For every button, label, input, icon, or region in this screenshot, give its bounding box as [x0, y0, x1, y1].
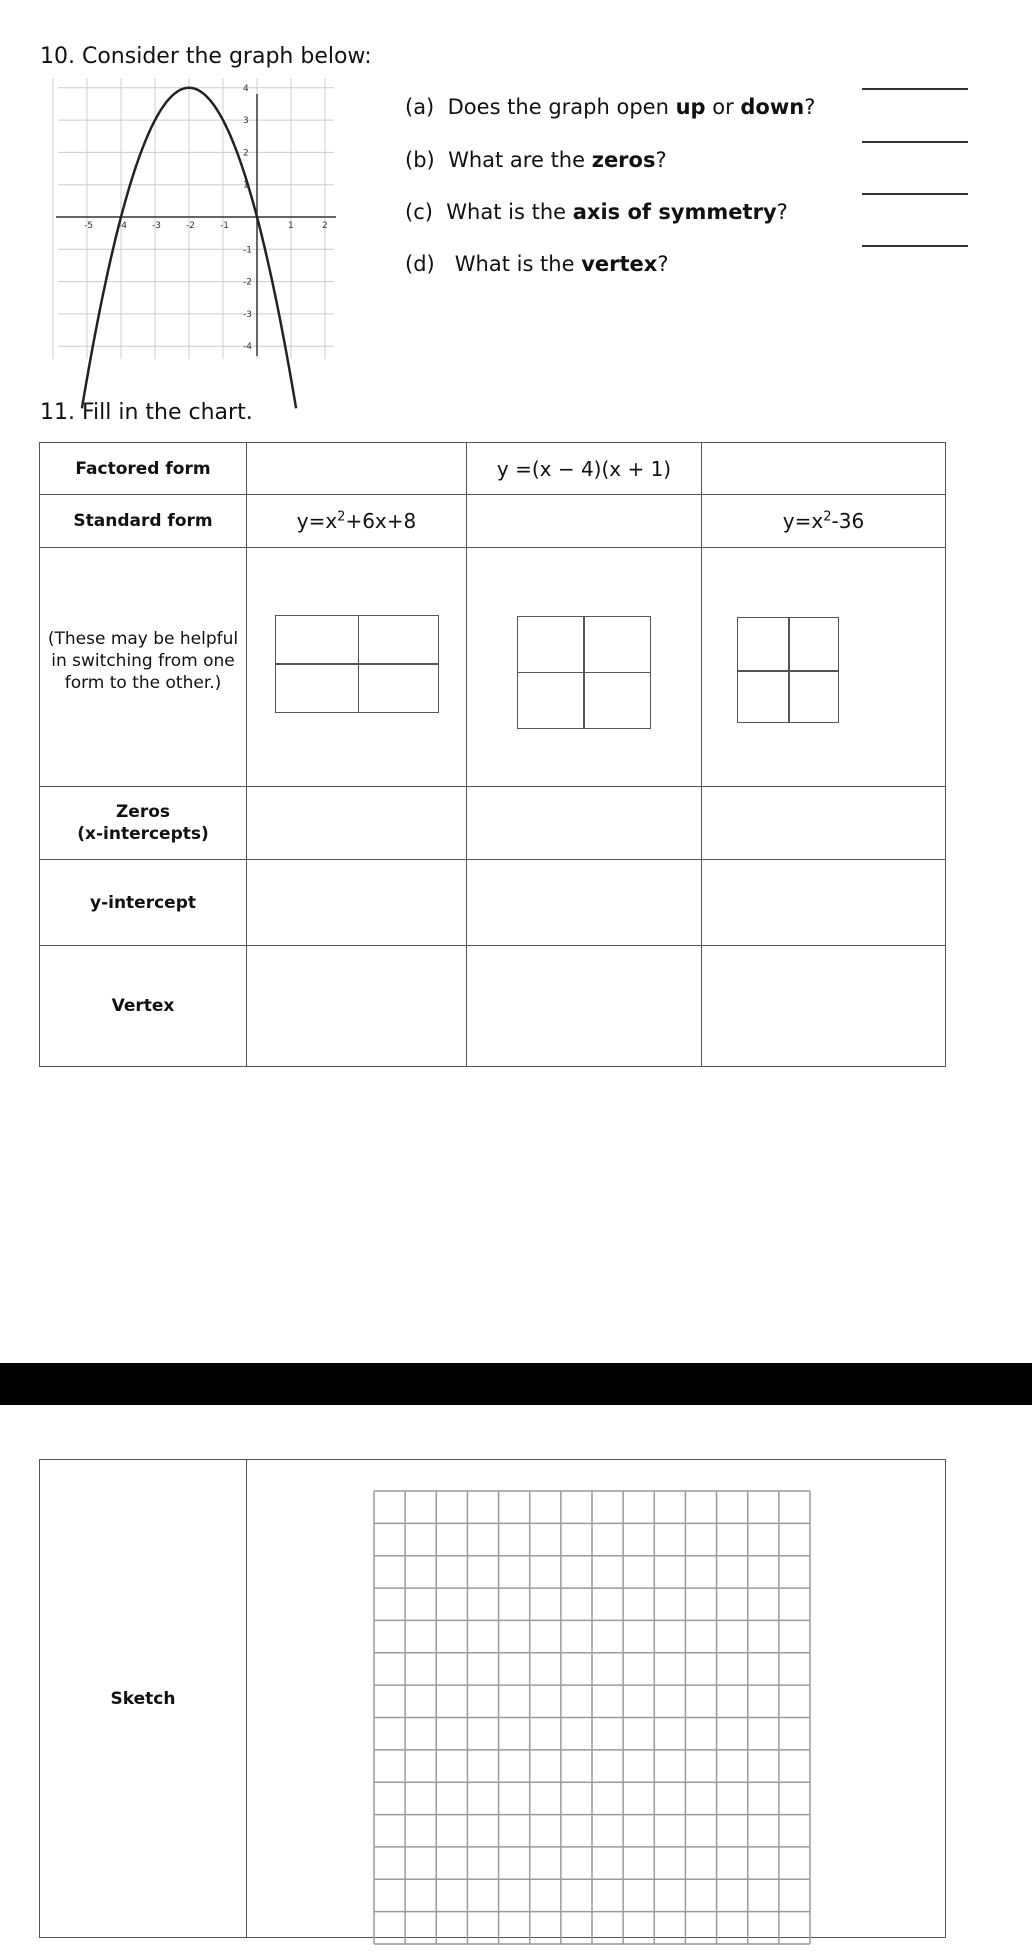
row-helper-boxes: [40, 548, 946, 787]
sketch-label: Sketch: [40, 1460, 247, 1938]
cell-standard-1: $y=x^2+6x+8$: [247, 495, 467, 548]
factored-form-label: Factored form: [40, 443, 247, 495]
area-model-box-3[interactable]: [737, 617, 839, 723]
y-tick-label: 1: [243, 180, 249, 191]
x-tick-label: 2: [322, 221, 328, 231]
y-tick-label: 4: [243, 83, 249, 94]
row-zeros: [40, 787, 946, 860]
question-c: (c) What is the axis of symmetry?: [405, 200, 788, 224]
cell-box-3[interactable]: [702, 548, 946, 787]
x-tick-label: -4: [118, 221, 127, 231]
row-vertex: [40, 946, 946, 1067]
graph-grid: [53, 78, 334, 359]
y-tick-label: -2: [243, 277, 252, 288]
cell-factored-1[interactable]: [247, 443, 467, 495]
row-standard-form: [40, 495, 946, 548]
row-factored-form: [40, 443, 946, 495]
helper-label: (These may be helpful in switching from one form to the other.): [40, 548, 247, 787]
x-tick-label: 1: [288, 221, 294, 231]
sketch-grid[interactable]: [374, 1491, 810, 1944]
cell-zeros-3[interactable]: [702, 787, 946, 860]
cell-yint-3[interactable]: [702, 860, 946, 946]
cell-vertex-1[interactable]: [247, 946, 467, 1067]
forms-chart: [39, 442, 946, 1067]
area-model-box-1[interactable]: [275, 615, 439, 713]
question-11-heading: 11. Fill in the chart.: [40, 400, 253, 425]
cell-yint-2[interactable]: [467, 860, 702, 946]
page-separator-band: [0, 1363, 1032, 1405]
y-tick-label: -1: [243, 245, 252, 256]
cell-yint-1[interactable]: [247, 860, 467, 946]
y-tick-label: 3: [243, 116, 249, 127]
cell-vertex-2[interactable]: [467, 946, 702, 1067]
cell-box-2[interactable]: [467, 548, 702, 787]
cell-box-1[interactable]: [247, 548, 467, 787]
question-d: (d) What is the vertex?: [405, 252, 669, 276]
answer-line-b[interactable]: [862, 141, 968, 143]
parabola-graph: [52, 83, 340, 360]
cell-factored-2: y =(x − 4)(x + 1): [467, 443, 702, 495]
cell-zeros-2[interactable]: [467, 787, 702, 860]
cell-factored-3[interactable]: [702, 443, 946, 495]
y-tick-label: 2: [243, 148, 249, 159]
standard-form-label: Standard form: [40, 495, 247, 548]
row-y-intercept: [40, 860, 946, 946]
question-a: (a) Does the graph open up or down?: [405, 95, 816, 119]
cell-standard-2[interactable]: [467, 495, 702, 548]
cell-zeros-1[interactable]: [247, 787, 467, 860]
y-tick-label: -3: [243, 309, 252, 320]
y-intercept-label: y-intercept: [40, 860, 247, 946]
x-tick-label: -2: [186, 221, 195, 231]
area-model-box-2[interactable]: [517, 616, 651, 729]
y-tick-label: -4: [243, 342, 252, 353]
answer-line-a[interactable]: [862, 88, 968, 90]
zeros-label: Zeros (x-intercepts): [40, 787, 247, 860]
cell-vertex-3[interactable]: [702, 946, 946, 1067]
question-10-heading: 10. Consider the graph below:: [40, 44, 372, 69]
answer-line-c[interactable]: [862, 193, 968, 195]
cell-standard-3: $y=x^2-36$: [702, 495, 946, 548]
x-tick-label: -1: [220, 221, 229, 231]
answer-line-d[interactable]: [862, 245, 968, 247]
x-tick-label: -5: [84, 221, 93, 231]
x-tick-label: -3: [152, 221, 161, 231]
vertex-label: Vertex: [40, 946, 247, 1067]
question-b: (b) What are the zeros?: [405, 148, 667, 172]
